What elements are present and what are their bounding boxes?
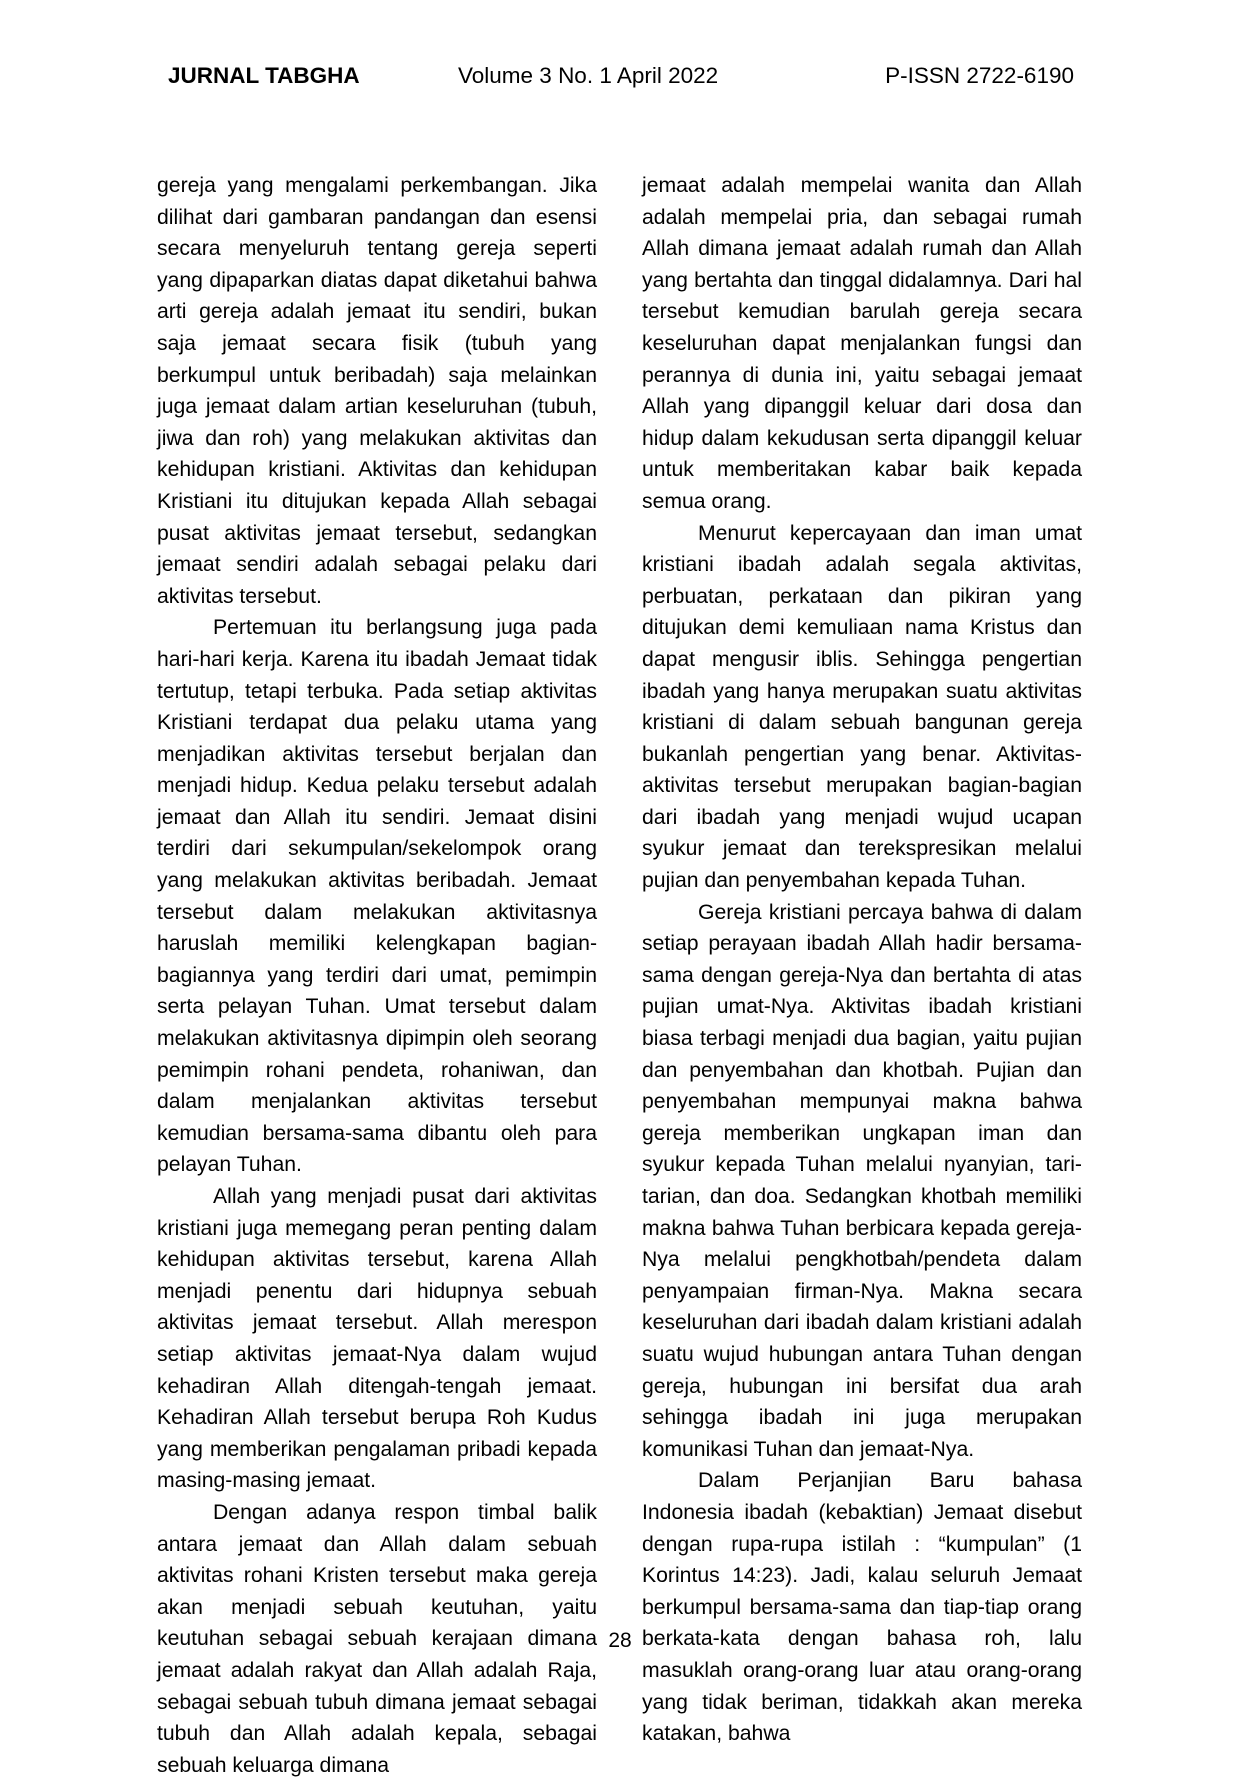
paragraph: gereja yang mengalami perkembangan. Jika dilihat dari gambaran pandangan dan esensi secara menyeluruh tentang gereja seperti yang dipaparkan diatas dapat diketahui bahwa arti gereja adalah jemaat itu sendiri, bukan saja jemaat secara fisik (tubuh yang berkumpul untuk beribadah) saja melainkan juga jemaat dalam artian keseluruhan (tubuh, jiwa dan roh) yang melakukan aktivitas dan kehidupan kristiani. Aktivitas dan kehidupan Kristiani itu ditujukan kepada Allah sebagai pusat aktivitas jemaat tersebut, sedangkan jemaat sendiri adalah sebagai pelaku dari aktivitas tersebut. xyxy=(157,174,597,608)
right-column xyxy=(642,170,1082,1746)
paragraph: Dalam Perjanjian Baru bahasa Indonesia ibadah (kebaktian) Jemaat disebut dengan rupa-rupa istilah : “kumpulan” (1 Korintus 14:23). Jadi, kalau seluruh Jemaat berkumpul bersama-sama dan tiap-tiap orang berkata-kata dengan bahasa roh, lalu masuklah orang-orang luar atau orang-orang yang tidak beriman, tidakkah akan mereka katakan, bahwa xyxy=(642,1469,1082,1746)
journal-title: JURNAL TABGHA xyxy=(168,63,360,88)
paragraph: Pertemuan itu berlangsung juga pada hari-hari kerja. Karena itu ibadah Jemaat tidak tertutup, tetapi terbuka. Pada setiap aktivitas Kristiani terdapat dua pelaku utama yang menjadikan aktivitas tersebut berjalan dan menjadi hidup. Kedua pelaku tersebut adalah jemaat dan Allah itu sendiri. Jemaat disini terdiri dari sekumpulan/sekelompok orang yang melakukan aktivitas beribadah. Jemaat tersebut dalam melakukan aktivitasnya haruslah memiliki kelengkapan bagian-bagiannya yang terdiri dari umat, pemimpin serta pelayan Tuhan. Umat tersebut dalam melakukan aktivitasnya dipimpin oleh seorang pemimpin rohani pendeta, rohaniwan, dan dalam menjalankan aktivitas tersebut kemudian bersama-sama dibantu oleh para pelayan Tuhan. xyxy=(157,616,597,1177)
paragraph: Gereja kristiani percaya bahwa di dalam setiap perayaan ibadah Allah hadir bersama-sama dengan gereja-Nya dan bertahta di atas pujian umat-Nya. Aktivitas ibadah kristiani biasa terbagi menjadi dua bagian, yaitu pujian dan penyembahan dan khotbah. Pujian dan penyembahan mempunyai makna bahwa gereja memberikan ungkapan iman dan syukur kepada Tuhan melalui nyanyian, tari-tarian, dan doa. Sedangkan khotbah memiliki makna bahwa Tuhan berbicara kepada gereja-Nya melalui pengkhotbah/pendeta dalam penyampaian firman-Nya. Makna secara keseluruhan dari ibadah dalam kristiani adalah suatu wujud hubungan antara Tuhan dengan gereja, hubungan ini bersifat dua arah sehingga ibadah ini juga merupakan komunikasi Tuhan dan jemaat-Nya. xyxy=(642,900,1082,1461)
paragraph: jemaat adalah mempelai wanita dan Allah adalah mempelai pria, dan sebagai rumah Allah dimana jemaat adalah rumah dan Allah yang bertahta dan tinggal didalamnya. Dari hal tersebut kemudian barulah gereja secara keseluruhan dapat menjalankan fungsi dan perannya di dunia ini, yaitu sebagai jemaat Allah yang dipanggil keluar dari dosa dan hidup dalam kekudusan serta dipanggil keluar untuk memberitakan kabar baik kepada semua orang. xyxy=(642,174,1082,513)
paragraph: Menurut kepercayaan dan iman umat kristiani ibadah adalah segala aktivitas, perbuatan, perkataan dan pikiran yang ditujukan demi kemuliaan nama Kristus dan dapat mengusir iblis. Sehingga pengertian ibadah yang hanya merupakan suatu aktivitas kristiani di dalam sebuah bangunan gereja bukanlah pengertian yang benar. Aktivitas-aktivitas tersebut merupakan bagian-bagian dari ibadah yang menjadi wujud ucapan syukur jemaat dan terekspresikan melalui pujian dan penyembahan kepada Tuhan. xyxy=(642,521,1082,893)
running-head xyxy=(168,62,1074,89)
issn-label: P-ISSN 2722-6190 xyxy=(885,63,1074,88)
volume-issue: Volume 3 No. 1 April 2022 xyxy=(458,63,719,88)
paragraph: Dengan adanya respon timbal balik antara jemaat dan Allah dalam sebuah aktivitas rohani Kristen tersebut maka gereja akan menjadi sebuah keutuhan, yaitu keutuhan sebagai sebuah kerajaan dimana jemaat adalah rakyat dan Allah adalah Raja, sebagai sebuah tubuh dimana jemaat sebagai tubuh dan Allah adalah kepala, sebagai sebuah keluarga dimana xyxy=(157,1500,597,1777)
paragraph: Allah yang menjadi pusat dari aktivitas kristiani juga memegang peran penting dalam kehidupan aktivitas tersebut, karena Allah menjadi penentu dari hidupnya sebuah aktivitas jemaat tersebut. Allah merespon setiap aktivitas jemaat-Nya dalam wujud kehadiran Allah ditengah-tengah jemaat. Kehadiran Allah tersebut berupa Roh Kudus yang memberikan pengalaman pribadi kepada masing-masing jemaat. xyxy=(157,1185,597,1493)
left-column xyxy=(157,170,597,1777)
page-number: 28 xyxy=(608,1629,632,1652)
